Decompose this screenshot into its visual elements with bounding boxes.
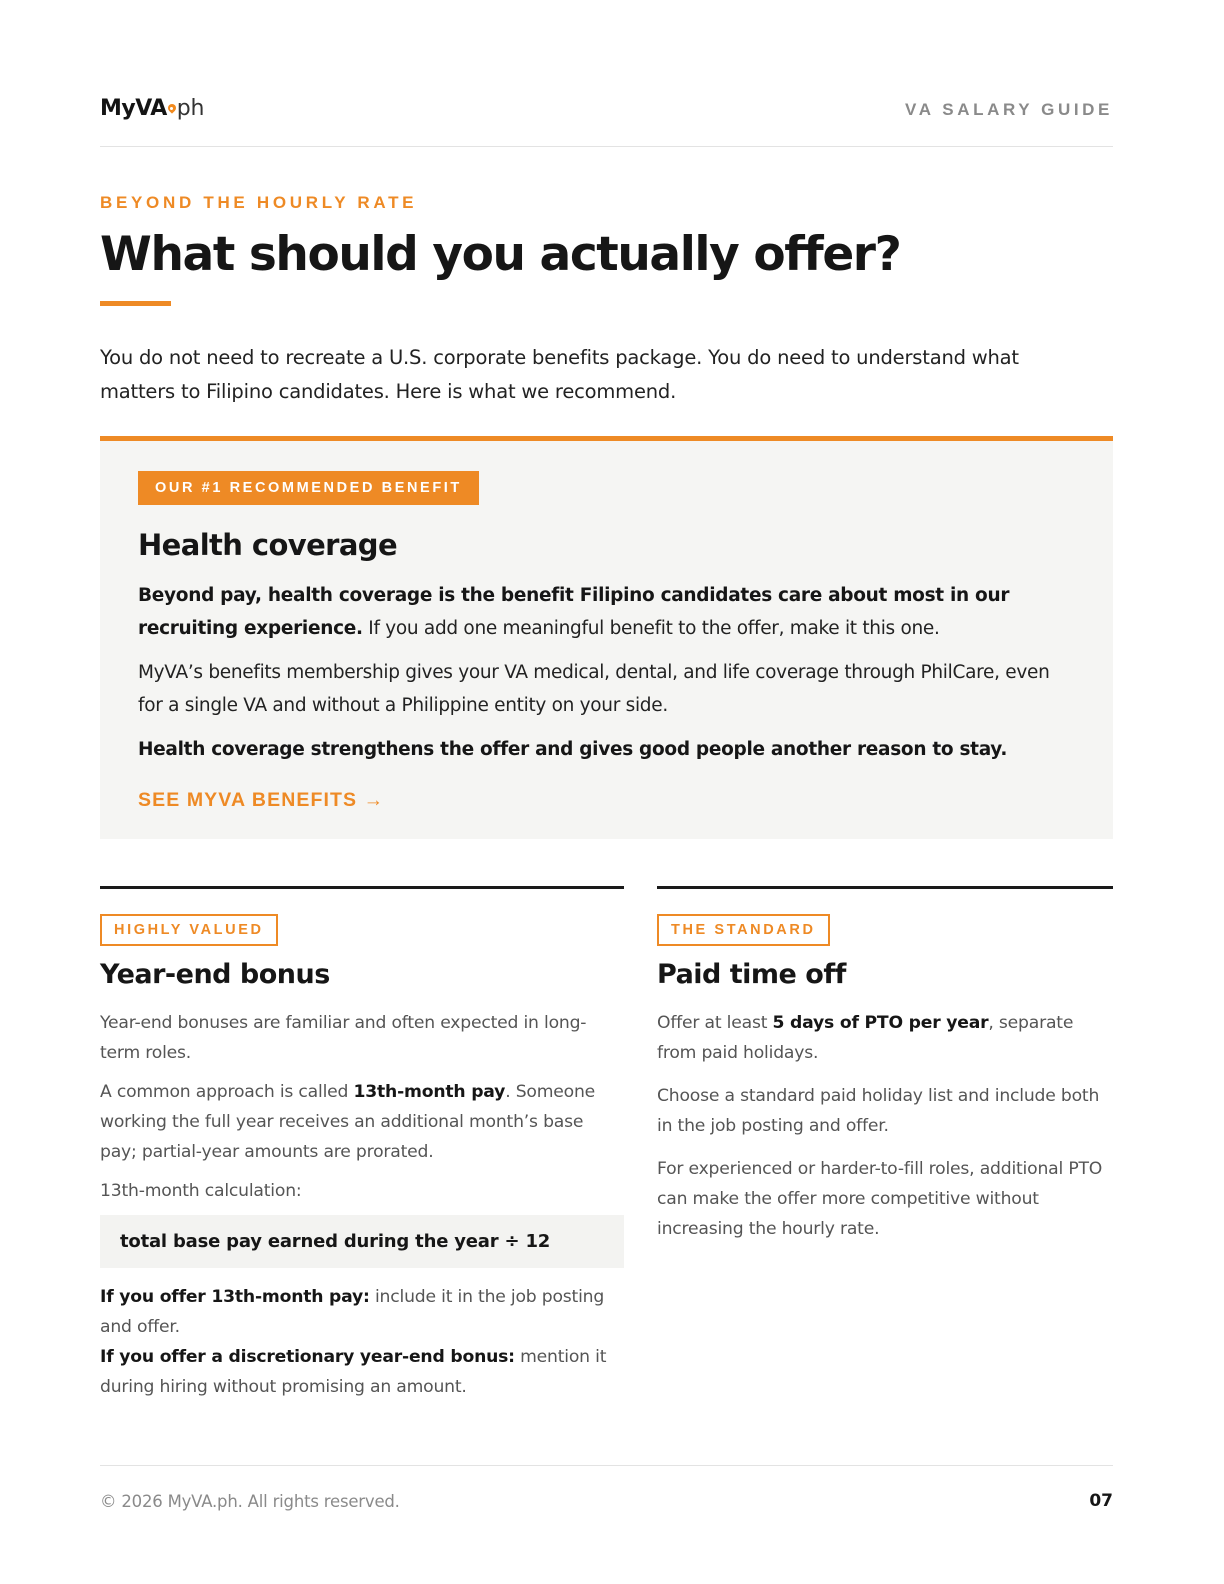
- year-end-bonus-section: [100, 886, 624, 1397]
- paid-time-off-section: [657, 886, 1113, 1239]
- recommended-badge: OUR #1 RECOMMENDED BENEFIT: [138, 471, 479, 505]
- section-eyebrow: BEYOND THE HOURLY RATE: [100, 193, 418, 212]
- page-title: What should you actually offer?: [100, 227, 901, 282]
- logo-suffix: ph: [176, 96, 205, 121]
- bonus-paragraph-2-b: . Someone working the full year receives an additional month’s base pay; partial-year amounts are prorated.: [100, 1082, 596, 1162]
- featured-paragraph-1-rest: If you add one meaningful benefit to the offer, make it this one.: [362, 617, 940, 639]
- calculation-label: 13th-month calculation:: [100, 1181, 302, 1201]
- calculation-formula: total base pay earned during the year ÷ 12: [100, 1215, 624, 1268]
- bonus-paragraph-4: [100, 1282, 624, 1342]
- copyright-notice: © 2026 MyVA.ph. All rights reserved.: [100, 1492, 400, 1511]
- pto-paragraph-2: Choose a standard paid holiday list and include both in the job posting and offer.: [657, 1086, 1100, 1136]
- header-divider: [100, 146, 1113, 147]
- bonus-paragraph-4-bold: If you offer 13th-month pay:: [100, 1287, 370, 1307]
- year-end-bonus-body: [100, 1008, 624, 1402]
- pto-paragraph-1-b: , separate from paid holidays.: [657, 1013, 1074, 1063]
- featured-paragraph-1: [138, 580, 1078, 645]
- featured-title: Health coverage: [138, 528, 398, 562]
- pto-paragraph-3: For experienced or harder-to-fill roles, additional PTO can make the offer more competitive without increasing the hourly rate.: [657, 1159, 1103, 1239]
- paid-time-off-title: Paid time off: [657, 959, 846, 990]
- intro-paragraph: You do not need to recreate a U.S. corporate benefits package. You do need to understand what matters to Filipino candidates. Here is what we recommend.: [100, 346, 1019, 403]
- bonus-paragraph-5-bold: If you offer a discretionary year-end bonus:: [100, 1347, 515, 1367]
- featured-paragraph-2: MyVA’s benefits membership gives your VA medical, dental, and life coverage through PhilCare, even for a single VA and without a Philippine entity on your side.: [138, 662, 1050, 716]
- bonus-paragraph-2-bold: 13th-month pay: [353, 1082, 506, 1102]
- highly-valued-badge: HIGHLY VALUED: [100, 914, 278, 946]
- bonus-paragraph-5-rest: mention it during hiring without promising an amount.: [100, 1347, 607, 1397]
- bonus-paragraph-1: Year-end bonuses are familiar and often expected in long-term roles.: [100, 1013, 587, 1063]
- myva-logo[interactable]: [100, 94, 204, 124]
- bonus-paragraph-2: [100, 1077, 624, 1167]
- year-end-bonus-title: Year-end bonus: [100, 959, 330, 990]
- featured-paragraph-3-bold: Health coverage strengthens the offer and gives good people another reason to stay.: [138, 739, 1008, 760]
- section-top-rule: [100, 886, 624, 889]
- page-header: [100, 94, 1113, 126]
- page-number: 07: [1089, 1491, 1113, 1511]
- title-accent-bar: [100, 301, 171, 306]
- logo-wordmark: MyVA: [100, 96, 167, 121]
- bonus-paragraph-4-rest: include it in the job posting and offer.: [100, 1287, 605, 1337]
- section-top-rule: [657, 886, 1113, 889]
- featured-body: [138, 580, 1078, 767]
- featured-paragraph-3: [138, 734, 1078, 767]
- featured-benefit-card: [100, 436, 1113, 839]
- page: [100, 0, 1113, 1584]
- see-myva-benefits-link[interactable]: SEE MYVA BENEFITS →: [138, 789, 385, 811]
- bonus-paragraph-2-a: A common approach is called: [100, 1082, 354, 1102]
- the-standard-badge: THE STANDARD: [657, 914, 830, 946]
- featured-paragraph-1-bold: Beyond pay, health coverage is the benefit Filipino candidates care about most in our recruiting experience.: [138, 585, 1010, 639]
- footer-divider: [100, 1465, 1113, 1466]
- paid-time-off-body: [657, 1008, 1113, 1244]
- bonus-paragraph-5: [100, 1342, 624, 1402]
- pto-paragraph-1-a: Offer at least: [657, 1013, 773, 1033]
- pto-paragraph-1-bold: 5 days of PTO per year: [772, 1013, 989, 1033]
- guide-title: VA SALARY GUIDE: [905, 100, 1113, 119]
- pto-paragraph-1: [657, 1008, 1113, 1068]
- location-pin-icon: [168, 104, 176, 116]
